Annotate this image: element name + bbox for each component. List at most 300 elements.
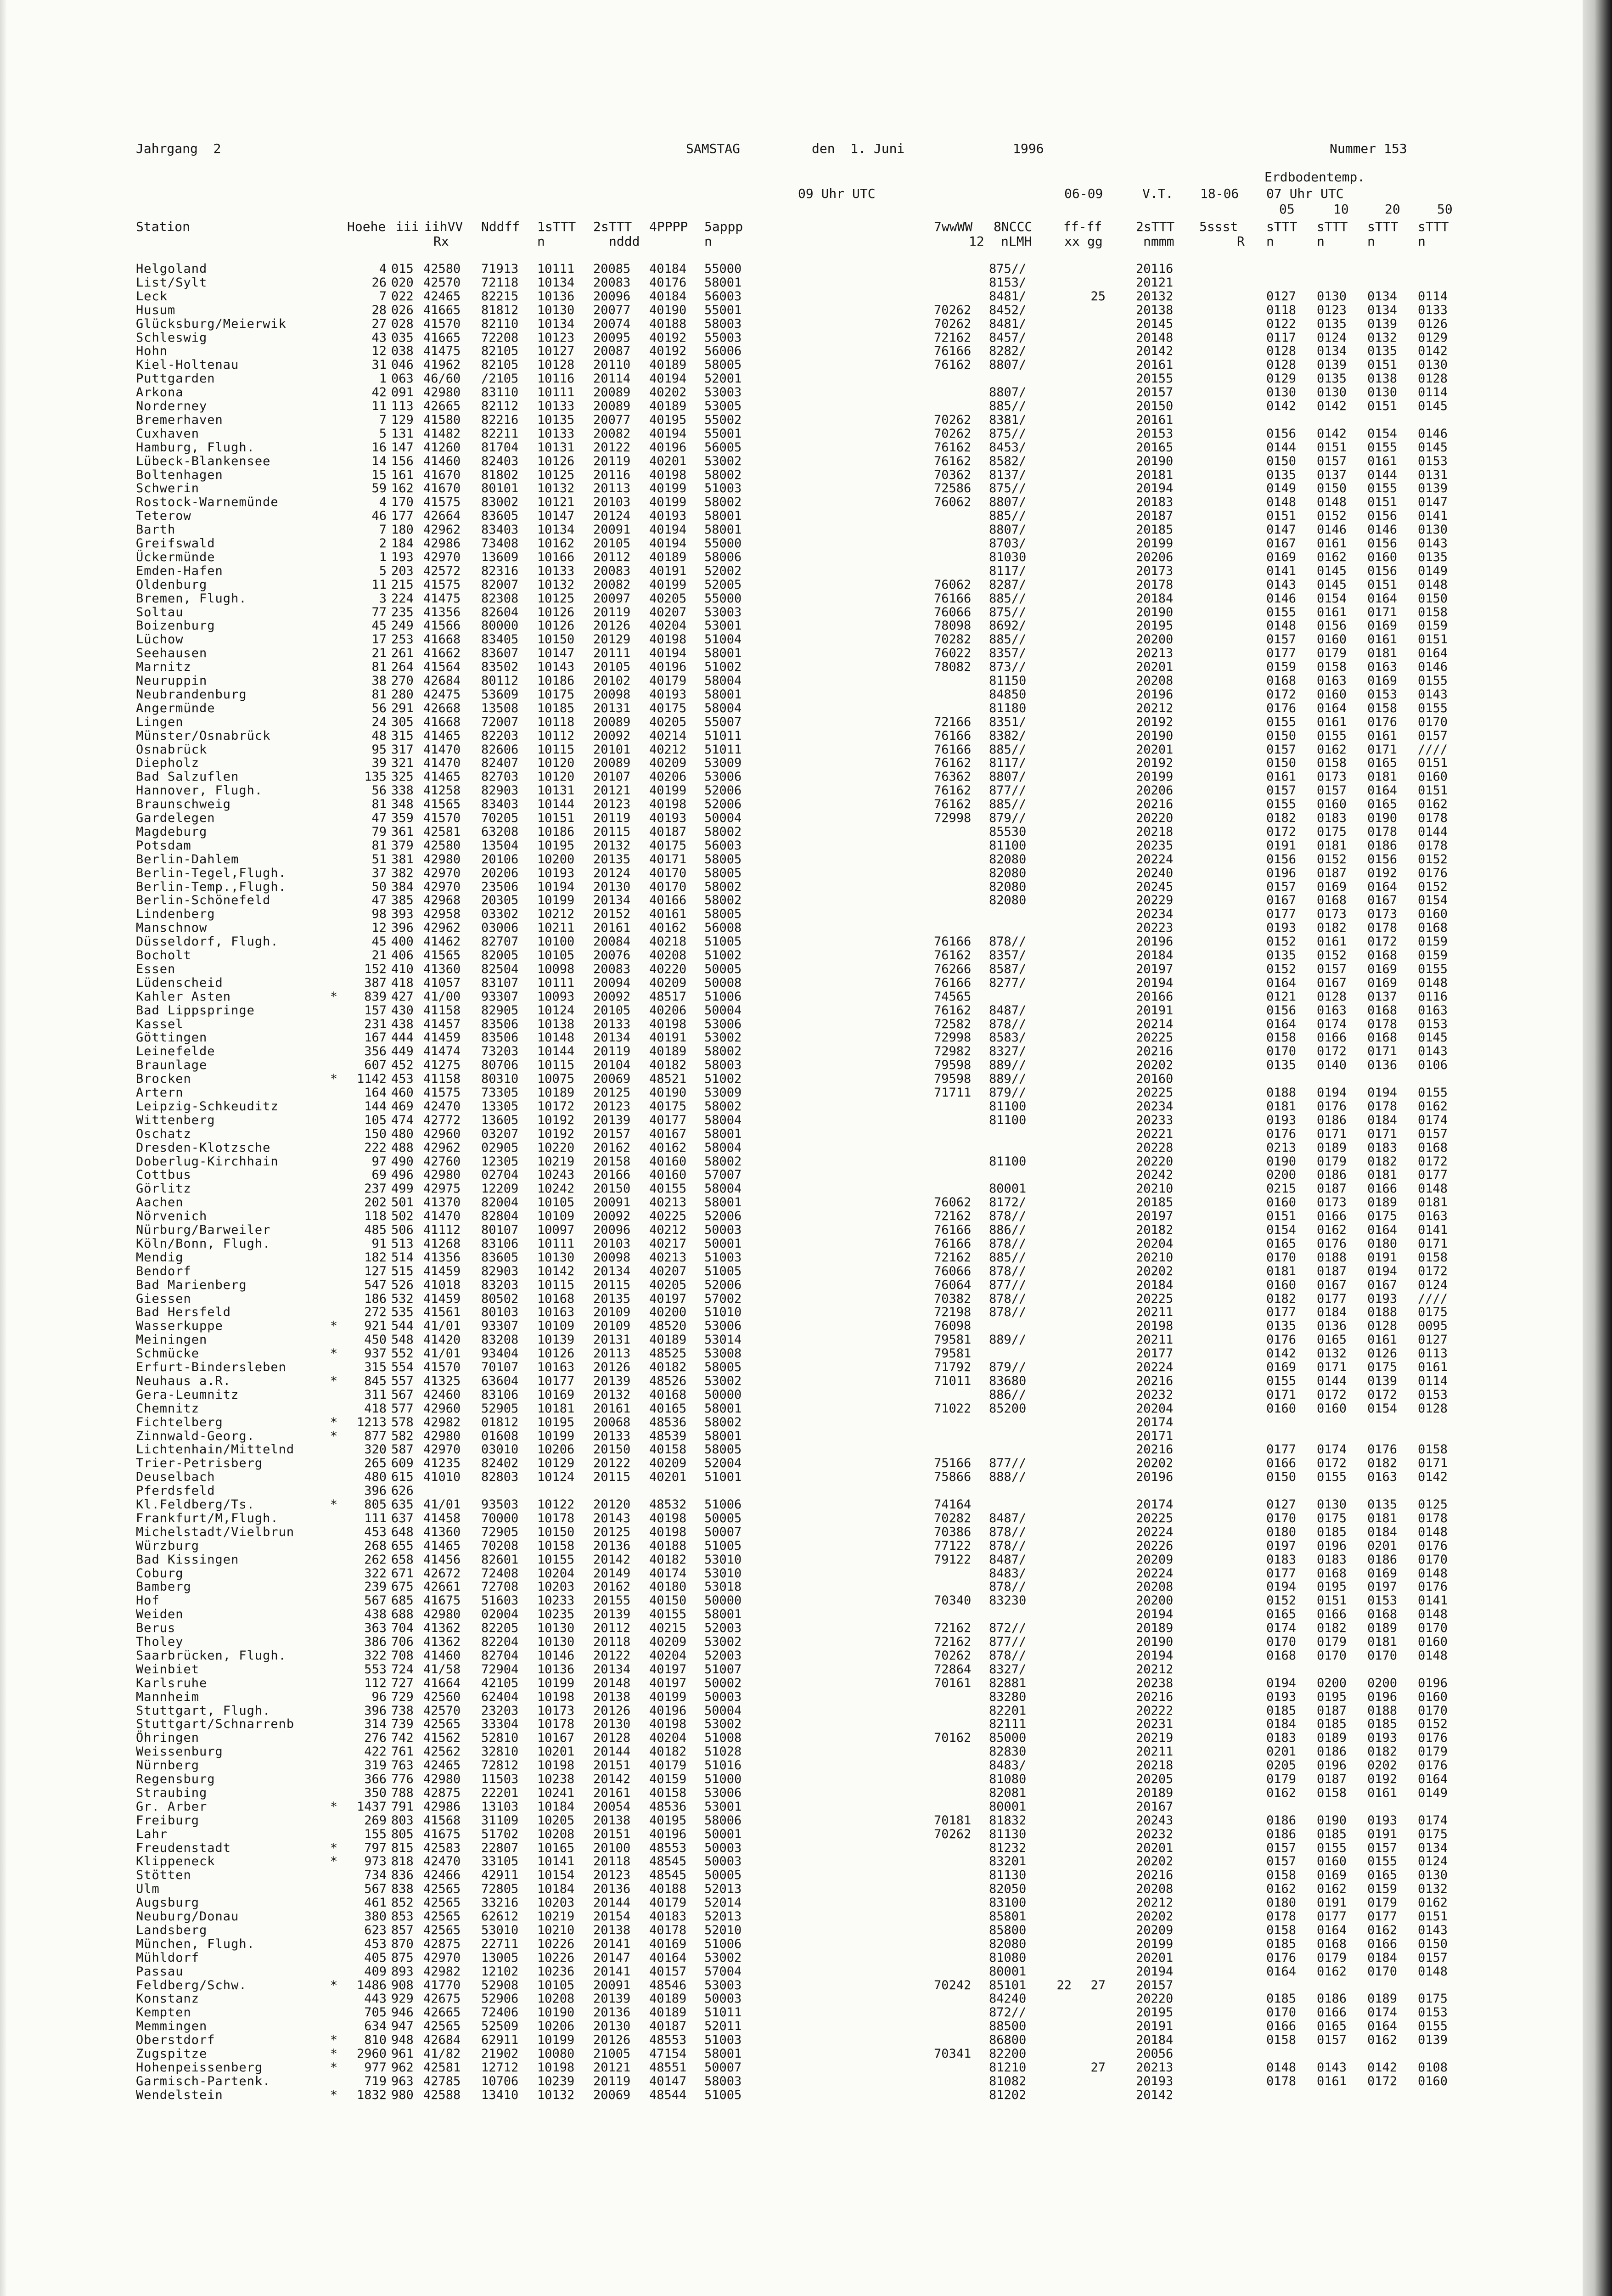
soil-temp-20: 0168: [1367, 1030, 1398, 1045]
group-1sttt: 10192: [537, 1126, 575, 1141]
group-2sttt: 20083: [593, 275, 631, 290]
group-nddff: 52810: [481, 1731, 519, 1745]
group-8nccc: 83230: [989, 1593, 1027, 1608]
station-name: Bamberg: [136, 1580, 191, 1594]
group-4pppp: 40158: [649, 1785, 687, 1800]
soil-temp-05: 0127: [1266, 1497, 1297, 1512]
elevation: 1486: [356, 1978, 387, 1992]
soil-temp-05: 0152: [1266, 1593, 1297, 1608]
group-nddff: 81812: [481, 303, 519, 317]
soil-temp-50: 0177: [1418, 1168, 1448, 1182]
group-8nccc: 8582/: [989, 454, 1027, 468]
group-2sttt-vt: 20238: [1136, 1676, 1174, 1690]
group-2sttt: 20144: [593, 1745, 631, 1759]
group-iihvv: 42470: [423, 1854, 461, 1869]
group-1sttt: 10134: [537, 523, 575, 537]
group-nddff: 83502: [481, 660, 519, 675]
sub-e1: n: [1266, 234, 1274, 249]
group-5appp: 57002: [704, 1291, 742, 1306]
soil-temp-50: 0155: [1418, 701, 1448, 715]
group-4pppp: 40218: [649, 934, 687, 949]
soil-temp-10: 0177: [1317, 1909, 1347, 1924]
group-4pppp: 40196: [649, 1827, 687, 1841]
soil-temp-05: 0161: [1266, 770, 1297, 784]
station-name: Manschnow: [136, 921, 208, 935]
group-4pppp: 48520: [649, 1319, 687, 1334]
elevation: 45: [371, 619, 387, 633]
group-1sttt: 10123: [537, 330, 575, 345]
group-iihvv: 41568: [423, 1813, 461, 1828]
group-2sttt: 20119: [593, 2074, 631, 2088]
group-nddff: 80112: [481, 674, 519, 688]
table-row: [0, 1759, 1612, 1773]
group-7wwww: 70162: [934, 1731, 972, 1745]
group-nddff: 82005: [481, 948, 519, 962]
group-4pppp: 40189: [649, 358, 687, 372]
group-7wwww: 70181: [934, 1813, 972, 1828]
group-2sttt: 20161: [593, 1785, 631, 1800]
group-5appp: 50007: [704, 2060, 742, 2075]
soil-temp-05: 0157: [1266, 1854, 1297, 1869]
soil-temp-10: 0172: [1317, 1044, 1347, 1059]
group-8nccc: 81030: [989, 550, 1027, 564]
station-name: Deuselbach: [136, 1470, 215, 1485]
earth-temperature-title: Erdbodentemp.: [1264, 169, 1365, 185]
soil-temp-50: 0151: [1418, 756, 1448, 771]
soil-temp-50: 0155: [1418, 1086, 1448, 1100]
table-row: [0, 1182, 1612, 1196]
group-7wwww: 76166: [934, 1223, 972, 1237]
group-iihvv: 41675: [423, 1827, 461, 1841]
group-1sttt: 10126: [537, 605, 575, 619]
soil-temp-20: 0161: [1367, 454, 1398, 468]
table-row: [0, 1058, 1612, 1072]
soil-temp-50: 0148: [1418, 1607, 1448, 1622]
group-iihvv: 42475: [423, 687, 461, 702]
elevation: 231: [364, 1017, 387, 1031]
soil-temp-50: 0157: [1418, 728, 1448, 743]
group-nddff: 72406: [481, 2005, 519, 2020]
station-name: Diepholz: [136, 756, 200, 771]
group-8nccc: 81082: [989, 2074, 1027, 2088]
group-7wwww: 79598: [934, 1072, 972, 1086]
soil-temp-10: 0156: [1317, 619, 1347, 633]
depth-50: 50: [1437, 202, 1453, 217]
soil-temp-50: 0158: [1418, 605, 1448, 619]
soil-temp-10: 0184: [1317, 1305, 1347, 1320]
soil-temp-50: 0142: [1418, 344, 1448, 359]
soil-temp-05: 0150: [1266, 756, 1297, 771]
group-2sttt-vt: 20202: [1136, 1456, 1174, 1471]
station-name: Schmücke: [136, 1346, 200, 1361]
group-5appp: 53001: [704, 619, 742, 633]
soil-temp-20: 0139: [1367, 1373, 1398, 1388]
soil-temp-10: 0189: [1317, 1140, 1347, 1155]
group-iihvv: 41462: [423, 934, 461, 949]
station-name: Leinefelde: [136, 1044, 215, 1059]
station-index: 870: [391, 1936, 414, 1951]
group-nddff: 82903: [481, 1264, 519, 1278]
soil-temp-50: 0153: [1418, 2005, 1448, 2020]
station-name: Tholey: [136, 1635, 184, 1649]
table-row: [0, 1924, 1612, 1937]
group-2sttt-vt: 20216: [1136, 797, 1174, 812]
soil-temp-05: 0167: [1266, 536, 1297, 551]
group-5appp: 50000: [704, 1593, 742, 1608]
group-5appp: 51011: [704, 728, 742, 743]
mountain-mark: *: [330, 1415, 338, 1429]
group-2sttt: 20103: [593, 1236, 631, 1251]
soil-temp-10: 0151: [1317, 1593, 1347, 1608]
group-8nccc: 82111: [989, 1717, 1027, 1732]
group-06-09: 06-09: [1064, 186, 1103, 201]
group-iihvv: 42958: [423, 907, 461, 922]
soil-temp-10: 0162: [1317, 1964, 1347, 1979]
table-row: [0, 2088, 1612, 2102]
group-1sttt: 10204: [537, 1566, 575, 1581]
group-2sttt: 20115: [593, 824, 631, 839]
elevation: 268: [364, 1538, 387, 1553]
soil-temp-20: 0128: [1367, 1319, 1398, 1334]
group-1sttt: 10198: [537, 1758, 575, 1773]
table-row: [0, 1512, 1612, 1525]
sub-e2: n: [1317, 234, 1325, 249]
table-row: [0, 592, 1612, 606]
station-name: Osnabrück: [136, 742, 208, 757]
group-5appp: 53006: [704, 1319, 742, 1334]
table-row: [0, 1251, 1612, 1265]
soil-temp-20: 0184: [1367, 1525, 1398, 1539]
group-4pppp: 40188: [649, 1882, 687, 1896]
station-name: Norderney: [136, 399, 208, 413]
station-name: Oberstdorf: [136, 2033, 215, 2048]
elevation: 182: [364, 1250, 387, 1265]
group-4pppp: 40209: [649, 756, 687, 771]
soil-temp-05: 0215: [1266, 1182, 1297, 1196]
station-name: Bocholt: [136, 948, 191, 962]
table-row: [0, 468, 1612, 482]
group-4pppp: 40209: [649, 1635, 687, 1649]
group-2sttt-vt: 20234: [1136, 907, 1174, 922]
sub-e3: n: [1367, 234, 1375, 249]
soil-temp-20: 0161: [1367, 632, 1398, 647]
group-2sttt: 20124: [593, 866, 631, 880]
group-iihvv: 41668: [423, 632, 461, 647]
group-2sttt-vt: 20189: [1136, 1621, 1174, 1636]
station-index: 544: [391, 1319, 414, 1334]
soil-temp-10: 0171: [1317, 1360, 1347, 1374]
group-4pppp: 40208: [649, 948, 687, 962]
group-2sttt: 20110: [593, 358, 631, 372]
soil-temp-10: 0186: [1317, 1113, 1347, 1127]
group-7wwww: 76162: [934, 454, 972, 468]
station-index: 224: [391, 591, 414, 606]
station-name: Boltenhagen: [136, 467, 223, 482]
station-name: Berlin-Dahlem: [136, 852, 239, 867]
group-nddff: 23203: [481, 1703, 519, 1718]
group-iihvv: 41018: [423, 1277, 461, 1292]
soil-temp-20: 0156: [1367, 852, 1398, 867]
group-8nccc: 8382/: [989, 728, 1027, 743]
soil-temp-10: 0161: [1317, 536, 1347, 551]
group-2sttt: 20130: [593, 1717, 631, 1732]
soil-temp-05: 0164: [1266, 1017, 1297, 1031]
group-2sttt: 20162: [593, 1580, 631, 1594]
group-iihvv: 41459: [423, 1291, 461, 1306]
group-1sttt: 10080: [537, 2047, 575, 2061]
group-8nccc: 8452/: [989, 303, 1027, 317]
soil-temp-20: 0186: [1367, 1552, 1398, 1567]
soil-temp-10: 0191: [1317, 1896, 1347, 1910]
soil-temp-20: 0139: [1367, 316, 1398, 331]
col-soil-20: sTTT: [1367, 219, 1399, 234]
group-4pppp: 40166: [649, 893, 687, 908]
group-nddff: 12305: [481, 1154, 519, 1169]
group-nddff: 31109: [481, 1813, 519, 1828]
group-5appp: 53002: [704, 1635, 742, 1649]
group-1sttt: 10148: [537, 1030, 575, 1045]
group-1sttt: 10144: [537, 1044, 575, 1059]
group-2sttt: 20068: [593, 1415, 631, 1429]
group-iihvv: 42986: [423, 1799, 461, 1814]
sub-nlmh: nLMH: [1001, 234, 1032, 249]
station-index: 177: [391, 509, 414, 523]
elevation: 56: [371, 701, 387, 715]
station-index: 963: [391, 2074, 414, 2088]
group-nddff: 83203: [481, 1277, 519, 1292]
soil-temp-50: 0114: [1418, 289, 1448, 304]
group-2sttt-vt: 20220: [1136, 1992, 1174, 2006]
soil-temp-50: 0162: [1418, 1896, 1448, 1910]
soil-temp-05: 0160: [1266, 1401, 1297, 1416]
soil-temp-05: 0135: [1266, 467, 1297, 482]
station-index: 361: [391, 824, 414, 839]
group-5appp: 51011: [704, 742, 742, 757]
station-index: 264: [391, 660, 414, 675]
group-iihvv: 42970: [423, 866, 461, 880]
station-index: 305: [391, 715, 414, 729]
station-index: 022: [391, 289, 414, 304]
group-5appp: 53008: [704, 1346, 742, 1361]
soil-temp-10: 0183: [1317, 811, 1347, 825]
group-2sttt-vt: 20201: [1136, 1950, 1174, 1965]
station-index: 648: [391, 1525, 414, 1539]
soil-temp-50: 0175: [1418, 1305, 1448, 1320]
soil-temp-20: 0193: [1367, 1813, 1398, 1828]
group-nddff: 73408: [481, 536, 519, 551]
soil-temp-20: 0180: [1367, 1236, 1398, 1251]
group-7wwww: 70262: [934, 426, 972, 441]
group-5appp: 51003: [704, 1250, 742, 1265]
group-8nccc: 84240: [989, 1992, 1027, 2006]
group-8nccc: 885//: [989, 797, 1027, 812]
soil-temp-10: 0152: [1317, 948, 1347, 962]
group-1sttt: 10208: [537, 1827, 575, 1841]
soil-temp-05: 0158: [1266, 1868, 1297, 1883]
table-row: [0, 1731, 1612, 1745]
soil-temp-05: 0147: [1266, 523, 1297, 537]
group-2sttt-vt: 20201: [1136, 660, 1174, 675]
group-7wwww: 72162: [934, 1250, 972, 1265]
group-nddff: 33105: [481, 1854, 519, 1869]
group-2sttt: 20100: [593, 1840, 631, 1855]
group-1sttt: 10100: [537, 934, 575, 949]
soil-temp-20: 0189: [1367, 1992, 1398, 2006]
group-nddff: 13005: [481, 1950, 519, 1965]
soil-temp-05: 0194: [1266, 1580, 1297, 1594]
soil-temp-05: 0168: [1266, 674, 1297, 688]
group-7wwww: 71792: [934, 1360, 972, 1374]
group-7wwww: 70382: [934, 1291, 972, 1306]
group-5appp: 58005: [704, 866, 742, 880]
group-1sttt: 10226: [537, 1936, 575, 1951]
station-name: Lüdenscheid: [136, 975, 223, 990]
group-8nccc: 81180: [989, 701, 1027, 715]
group-2sttt: 20109: [593, 1305, 631, 1320]
group-2sttt: 20119: [593, 1044, 631, 1059]
table-row: [0, 1265, 1612, 1278]
group-2sttt-vt: 20184: [1136, 1277, 1174, 1292]
station-index: 655: [391, 1538, 414, 1553]
group-8nccc: 8117/: [989, 756, 1027, 771]
group-2sttt-vt: 20194: [1136, 975, 1174, 990]
soil-temp-05: 0181: [1266, 1099, 1297, 1114]
group-2sttt: 20123: [593, 1099, 631, 1114]
group-iihvv: 41/82: [423, 2047, 461, 2061]
group-iihvv: 41112: [423, 1223, 461, 1237]
group-nddff: 23506: [481, 879, 519, 894]
group-1sttt: 10131: [537, 783, 575, 798]
soil-temp-05: 0162: [1266, 1882, 1297, 1896]
group-nddff: 82803: [481, 1470, 519, 1485]
station-name: Dresden-Klotzsche: [136, 1140, 271, 1155]
group-5appp: 55002: [704, 412, 742, 427]
table-row: [0, 1745, 1612, 1759]
group-nddff: 72708: [481, 1580, 519, 1594]
elevation: 845: [364, 1373, 387, 1388]
soil-temp-10: 0123: [1317, 303, 1347, 317]
group-nddff: 82204: [481, 1635, 519, 1649]
table-row: [0, 304, 1612, 317]
table-row: [0, 990, 1612, 1004]
group-2sttt-vt: 20056: [1136, 2047, 1174, 2061]
station-index: 235: [391, 605, 414, 619]
elevation: 461: [364, 1896, 387, 1910]
group-nddff: 83002: [481, 495, 519, 510]
group-5appp: 58001: [704, 1607, 742, 1622]
group-2sttt-vt: 20155: [1136, 371, 1174, 386]
group-1sttt: 10146: [537, 1648, 575, 1663]
table-row: [0, 1621, 1612, 1635]
group-nddff: 63208: [481, 824, 519, 839]
group-1sttt: 10163: [537, 1305, 575, 1320]
group-4pppp: 47154: [649, 2047, 687, 2061]
station-index: 577: [391, 1401, 414, 1416]
station-index: 688: [391, 1607, 414, 1622]
soil-temp-20: 0200: [1367, 1676, 1398, 1690]
station-index: 961: [391, 2047, 414, 2061]
group-4pppp: 40194: [649, 523, 687, 537]
soil-temp-20: 0184: [1367, 1113, 1398, 1127]
group-5appp: 51010: [704, 1305, 742, 1320]
group-1sttt: 10189: [537, 1086, 575, 1100]
group-nddff: 83607: [481, 646, 519, 661]
group-nddff: 82004: [481, 1195, 519, 1210]
mountain-mark: *: [330, 2047, 338, 2061]
group-2sttt-vt: 20160: [1136, 1072, 1174, 1086]
group-5appp: 58002: [704, 1044, 742, 1059]
soil-temp-20: 0178: [1367, 1099, 1398, 1114]
mountain-mark: *: [330, 989, 338, 1004]
group-4pppp: 48551: [649, 2060, 687, 2075]
col-ff-ff: ff-ff: [1063, 219, 1102, 234]
station-index: 499: [391, 1182, 414, 1196]
group-2sttt-vt: 20225: [1136, 1511, 1174, 1525]
gust-xx: 22: [1056, 1978, 1072, 1992]
group-7wwww: 71022: [934, 1401, 972, 1416]
soil-temp-20: 0190: [1367, 811, 1398, 825]
station-name: Kahler Asten: [136, 989, 231, 1004]
group-8nccc: 81100: [989, 1154, 1027, 1169]
group-1sttt: 10203: [537, 1580, 575, 1594]
elevation: 7: [379, 523, 387, 537]
station-name: Schwerin: [136, 481, 200, 496]
elevation: 319: [364, 1758, 387, 1773]
soil-temp-05: 0200: [1266, 1168, 1297, 1182]
group-4pppp: 40161: [649, 907, 687, 922]
soil-temp-20: 0151: [1367, 399, 1398, 413]
col-station: Station: [136, 219, 191, 234]
elevation: 135: [364, 770, 387, 784]
group-2sttt: 20102: [593, 674, 631, 688]
soil-temp-05: 0171: [1266, 1387, 1297, 1402]
elevation: 47: [371, 811, 387, 825]
table-row: [0, 1553, 1612, 1567]
group-4pppp: 40177: [649, 1113, 687, 1127]
group-5appp: 58006: [704, 550, 742, 564]
elevation: 127: [364, 1264, 387, 1278]
group-2sttt: 20111: [593, 646, 631, 661]
group-8nccc: 82080: [989, 866, 1027, 880]
group-iihvv: 42760: [423, 1154, 461, 1169]
group-nddff: 83605: [481, 1250, 519, 1265]
group-4pppp: 40209: [649, 1456, 687, 1471]
group-iihvv: 42982: [423, 1964, 461, 1979]
station-index: 609: [391, 1456, 414, 1471]
group-nddff: 82905: [481, 1003, 519, 1018]
table-row: [0, 674, 1612, 688]
table-row: [0, 372, 1612, 386]
table-row: [0, 1086, 1612, 1100]
group-1sttt: 10150: [537, 1525, 575, 1539]
group-1sttt: 10134: [537, 316, 575, 331]
elevation: 409: [364, 1964, 387, 1979]
soil-temp-50: 0168: [1418, 921, 1448, 935]
group-5appp: 50005: [704, 962, 742, 976]
group-nddff: 53010: [481, 1923, 519, 1937]
group-nddff: 72208: [481, 330, 519, 345]
soil-temp-20: 0166: [1367, 1936, 1398, 1951]
group-7wwww: 72162: [934, 330, 972, 345]
group-7wwww: 72166: [934, 715, 972, 729]
table-row: [0, 880, 1612, 894]
group-7wwww: 76166: [934, 591, 972, 606]
station-index: 359: [391, 811, 414, 825]
group-2sttt-vt: 20216: [1136, 1689, 1174, 1704]
station-name: Lahr: [136, 1827, 168, 1841]
group-2sttt-vt: 20157: [1136, 385, 1174, 400]
table-row: [0, 1168, 1612, 1182]
